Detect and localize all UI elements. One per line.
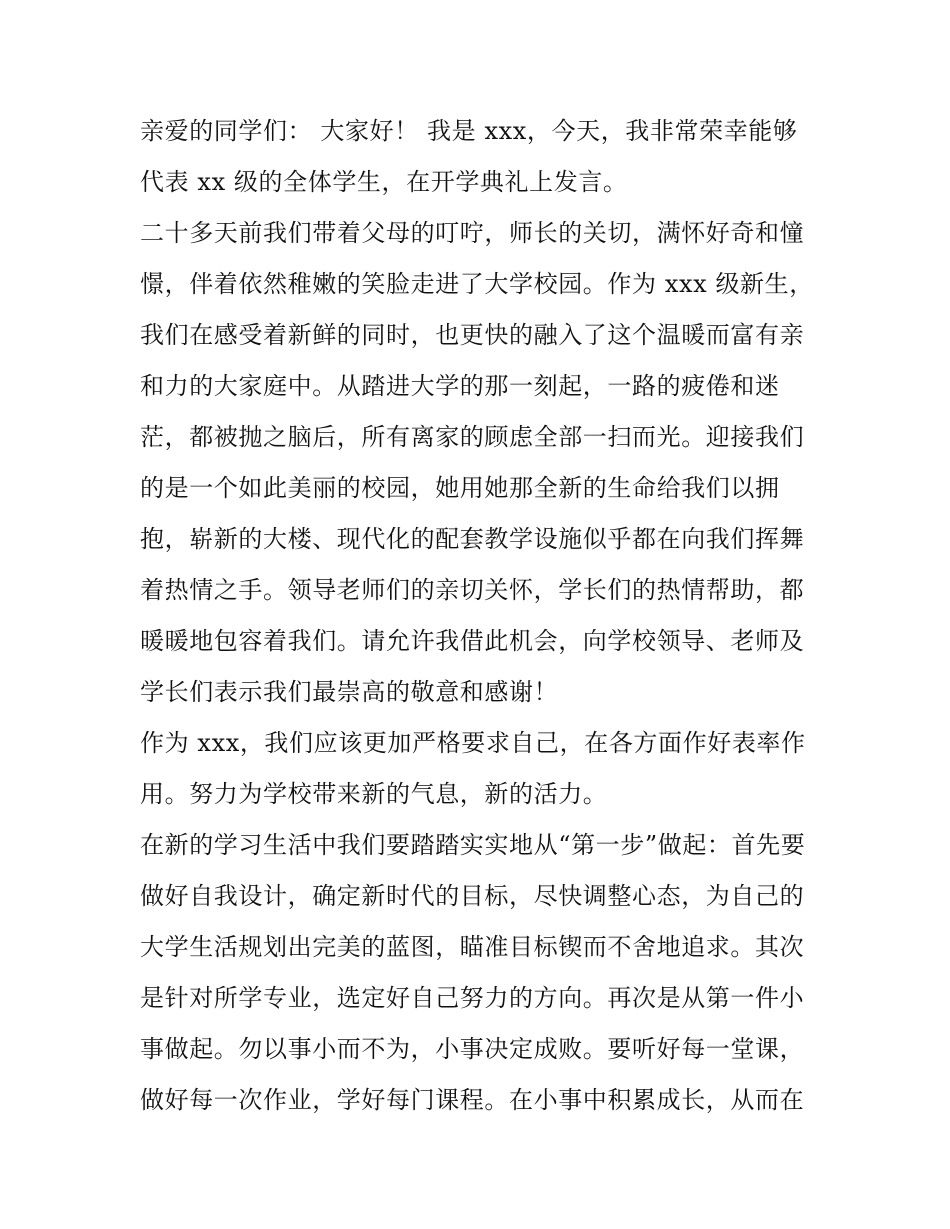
text-line: 暖暖地包容着我们。请允许我借此机会，向学校领导、老师及 <box>140 627 805 655</box>
text-line: 代表 xx 级的全体学生，在开学典礼上发言。 <box>140 168 628 196</box>
text-line: 和力的大家庭中。从踏进大学的那一刻起，一路的疲倦和迷 <box>140 372 780 400</box>
text-line: 做好每一次作业，学好每门课程。在小事中积累成长，从而在 <box>140 1086 805 1114</box>
speech-body <box>140 106 820 1126</box>
text-line: 亲爱的同学们： 大家好！ 我是 xxx，今天，我非常荣幸能够 <box>140 117 798 145</box>
text-line: 在新的学习生活中我们要踏踏实实地从“第一步”做起：首先要 <box>140 831 806 859</box>
text-line: 憬，伴着依然稚嫩的笑脸走进了大学校园。作为 xxx 级新生， <box>140 270 814 298</box>
text-line: 学长们表示我们最崇高的敬意和感谢！ <box>140 678 559 706</box>
text-line: 茫，都被抛之脑后，所有离家的顾虑全部一扫而光。迎接我们 <box>140 423 805 451</box>
text-line: 作为 xxx，我们应该更加严格要求自己，在各方面作好表率作 <box>140 729 806 757</box>
text-line: 用。努力为学校带来新的气息，新的活力。 <box>140 780 608 808</box>
text-line: 抱，崭新的大楼、现代化的配套教学设施似乎都在向我们挥舞 <box>140 525 805 553</box>
text-line: 的是一个如此美丽的校园，她用她那全新的生命给我们以拥 <box>140 474 780 502</box>
text-line: 二十多天前我们带着父母的叮咛，师长的关切，满怀好奇和憧 <box>140 219 805 247</box>
text-line: 我们在感受着新鲜的同时，也更快的融入了这个温暖而富有亲 <box>140 321 805 349</box>
text-line: 事做起。勿以事小而不为，小事决定成败。要听好每一堂课， <box>140 1035 805 1063</box>
text-line: 是针对所学专业，选定好自己努力的方向。再次是从第一件小 <box>140 984 805 1012</box>
text-line: 做好自我设计，确定新时代的目标，尽快调整心态，为自己的 <box>140 882 805 910</box>
text-line: 大学生活规划出完美的蓝图，瞄准目标锲而不舍地追求。其次 <box>140 933 805 961</box>
text-line: 着热情之手。领导老师们的亲切关怀，学长们的热情帮助，都 <box>140 576 805 604</box>
